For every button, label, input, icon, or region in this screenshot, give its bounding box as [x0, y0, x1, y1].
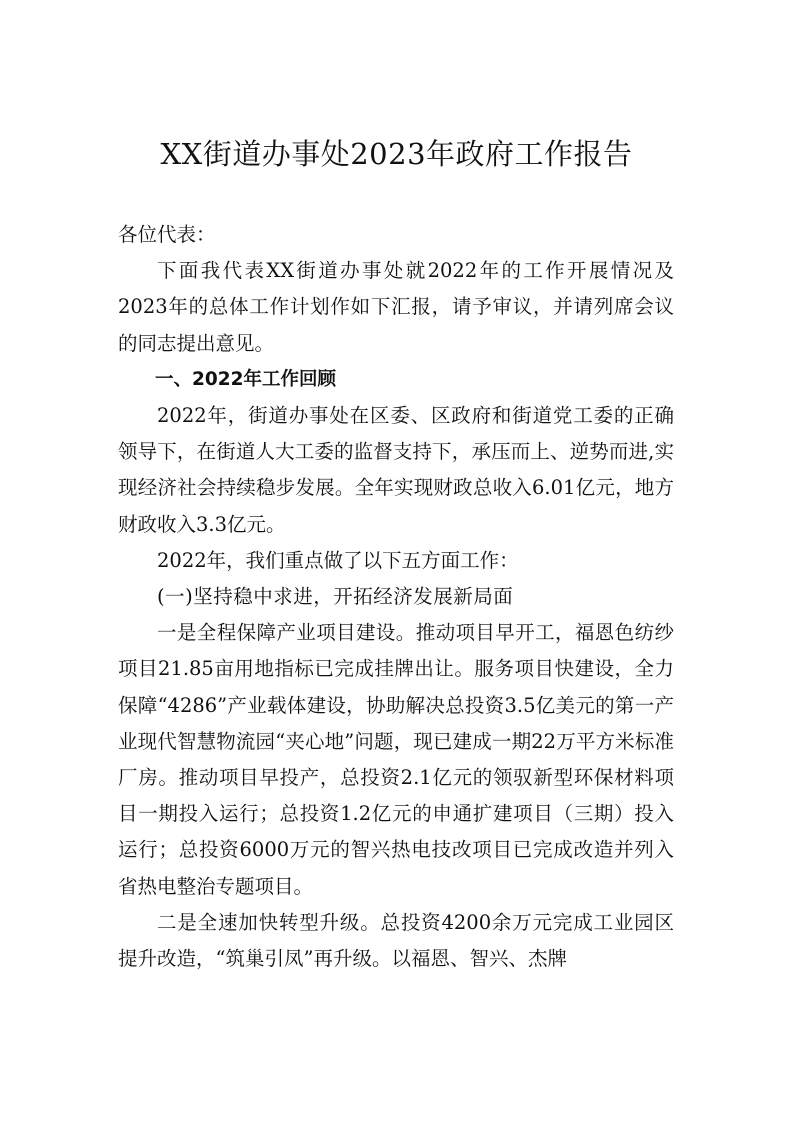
salutation: 各位代表： — [118, 223, 216, 246]
intro-paragraph: 下面我代表XX街道办事处就2022年的工作开展情况及2023年的总体工作计划作如下汇报，请予审议，并请列席会议的同志提出意见。 — [118, 259, 674, 355]
section-heading: 一、2022年工作回顾 — [155, 368, 336, 390]
document-title: XX街道办事处2023年政府工作报告 — [160, 137, 633, 171]
document-body — [118, 217, 674, 977]
paragraph-transformation: 二是全速加快转型升级。总投资4200余万元完成工业园区提升改造，“筑巢引凤”再升级。以福恩、智兴、杰牌 — [118, 910, 674, 971]
subsection-heading: (一)坚持稳中求进，开拓经济发展新局面 — [157, 585, 514, 609]
paragraph-industrial-projects: 一是全程保障产业项目建设。推动项目早开工，福恩色纺纱项目21.85亩用地指标已完成挂牌出让。服务项目快建设，全力保障“4286”产业载体建设，协助解决总投资3.5亿美元的第一产业现代智慧物流园“夹心地”问题，现已建成一期22万平方米标准厂房。推动项目早投产，总投资2.1亿元的领驭新型环保材料项目一期投入运行；总投资1.2亿元的申通扩建项目（三期）投入运行；总投资6000万元的智兴热电技改项目已完成改造并列入省热电整治专题项目。 — [118, 621, 674, 898]
paragraph-review: 2022年，街道办事处在区委、区政府和街道党工委的正确领导下，在街道人大工委的监督支持下，承压而上、逆势而进,实现经济社会持续稳步发展。全年实现财政总收入6.01亿元，地方财政收入3.3亿元。 — [118, 404, 674, 536]
paragraph-five-areas: 2022年，我们重点做了以下五方面工作： — [157, 548, 519, 572]
